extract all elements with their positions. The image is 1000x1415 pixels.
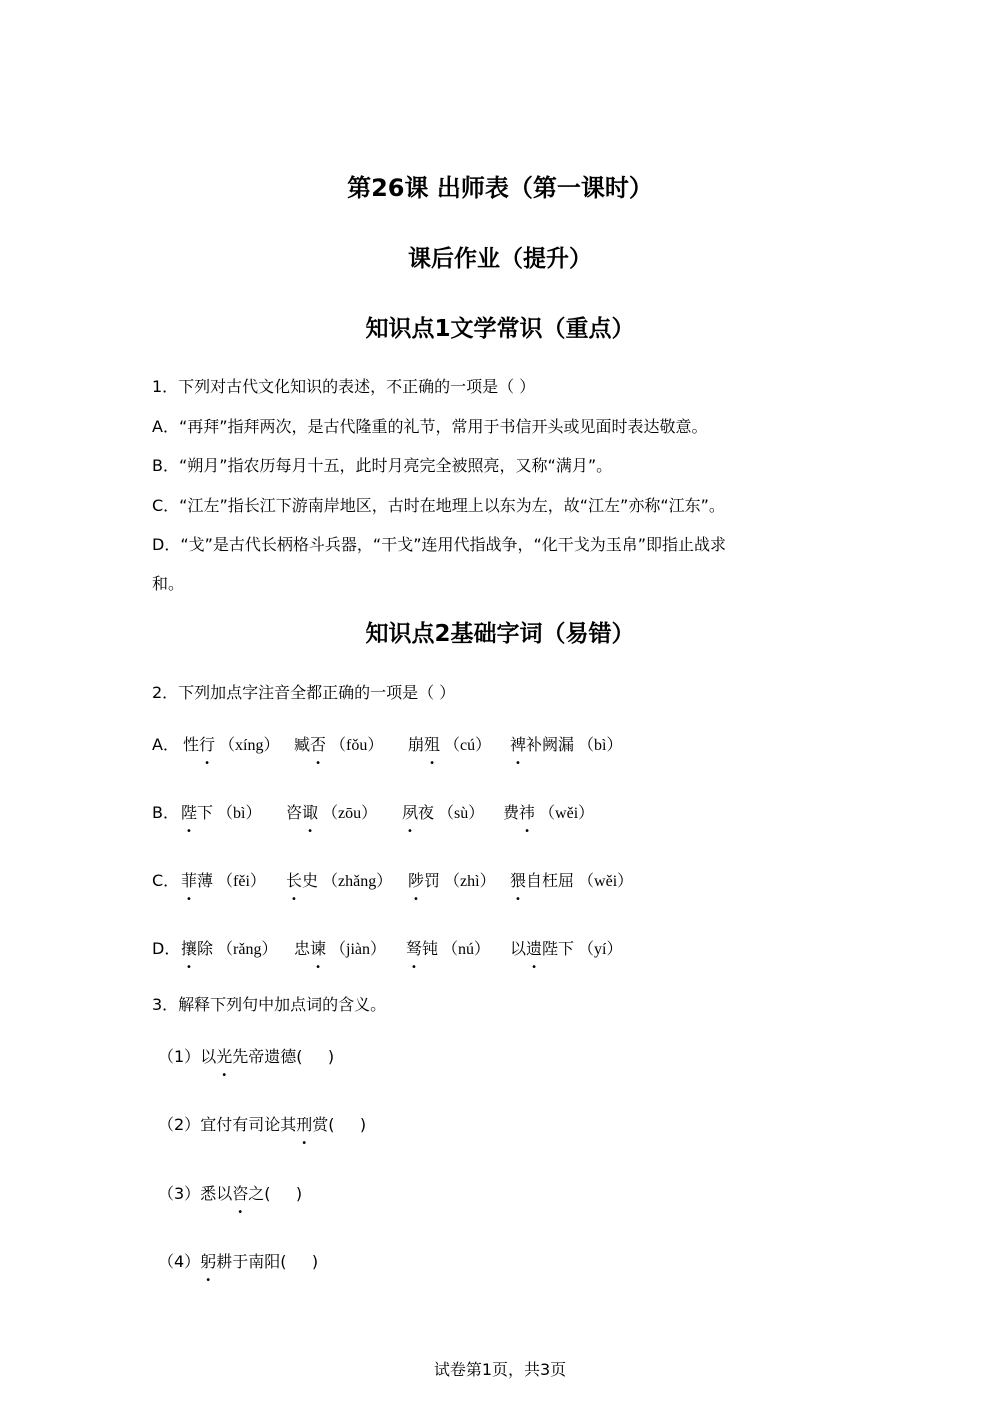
- question-2-word-item: [286, 868, 392, 891]
- word-text: 臧: [294, 735, 311, 754]
- dotted-character: 刑: [296, 1115, 313, 1134]
- word-text: 补阙漏: [526, 735, 575, 754]
- question-2-word-item: [408, 732, 491, 755]
- question-2-word-item: [408, 868, 496, 891]
- dotted-character: 菲: [181, 871, 198, 890]
- pinyin-annotation: （wěi）: [539, 805, 595, 822]
- pinyin-annotation: （fǒu）: [330, 737, 384, 754]
- page-subtitle: 课后作业（提升）: [408, 246, 592, 272]
- word-text: 史: [302, 871, 319, 890]
- word-text: 咨: [286, 803, 303, 822]
- question-2-word-item: [181, 800, 261, 823]
- word-text: 以: [510, 939, 527, 958]
- question-2-word-item: [402, 800, 484, 823]
- question-1-option-d: D．“戈”是古代长柄格斗兵器，“干戈”连用代指战争，“化干戈为玉帛”即指止战求: [152, 535, 727, 554]
- question-2-word-item: [294, 732, 383, 755]
- pinyin-annotation: （wěi）: [578, 873, 634, 890]
- question-2-word-item: [181, 868, 266, 891]
- answer-blank: ): [270, 1184, 303, 1203]
- question-2-option-label: C．: [152, 871, 180, 890]
- word-text: 崩: [408, 735, 425, 754]
- question-3-item: [158, 1112, 366, 1135]
- question-2-word-item: [503, 800, 594, 823]
- pinyin-annotation: （bì）: [578, 737, 623, 754]
- dotted-character: 诹: [302, 803, 319, 822]
- dotted-character: 行: [199, 735, 216, 754]
- question-2-option-label: A．: [152, 735, 179, 754]
- item-text: 以: [200, 1047, 217, 1066]
- pinyin-annotation: （rǎng）: [217, 941, 278, 958]
- dotted-character: 光: [216, 1047, 233, 1066]
- dotted-character: 夙: [402, 803, 419, 822]
- question-1-stem: 1．下列对古代文化知识的表述，不正确的一项是（ ）: [152, 377, 536, 396]
- question-2-word-item: [510, 936, 623, 959]
- question-3-item: [158, 1044, 334, 1067]
- word-text: 忠: [294, 939, 311, 958]
- question-2-word-item: [406, 936, 490, 959]
- word-text: 夜: [418, 803, 435, 822]
- dotted-character: 长: [286, 871, 303, 890]
- question-2-option-label: B．: [152, 803, 179, 822]
- word-text: 自枉屈: [526, 871, 575, 890]
- question-3-item: [158, 1249, 318, 1272]
- section-heading-2: 知识点2基础字词（易错）: [365, 621, 635, 647]
- dotted-character: 陛: [181, 803, 198, 822]
- question-2-word-item: [510, 732, 622, 755]
- dotted-character: 陟: [408, 871, 425, 890]
- dotted-character: 否: [310, 735, 327, 754]
- pinyin-annotation: （nú）: [442, 941, 491, 958]
- dotted-character: 驽: [406, 939, 423, 958]
- pinyin-annotation: （fěi）: [217, 873, 266, 890]
- answer-blank: ): [302, 1047, 335, 1066]
- question-2-word-item: [510, 868, 633, 891]
- question-3-stem: 3．解释下列句中加点词的含义。: [152, 995, 387, 1014]
- word-text: 罚: [424, 871, 441, 890]
- dotted-character: 裨: [510, 735, 527, 754]
- item-text: 先帝遗德(: [232, 1047, 303, 1066]
- item-number: （4）: [158, 1252, 201, 1271]
- item-text: 宜付有司论其: [200, 1115, 297, 1134]
- pinyin-annotation: （sù）: [438, 805, 485, 822]
- item-text: 之(: [248, 1184, 271, 1203]
- word-text: 陛下: [542, 939, 575, 958]
- word-text: 薄: [197, 871, 214, 890]
- dotted-character: 祎: [519, 803, 536, 822]
- dotted-character: 咨: [232, 1184, 249, 1203]
- item-number: （2）: [158, 1115, 201, 1134]
- question-1-option-c: C．“江左”指长江下游南岸地区，古时在地理上以东为左，故“江左”亦称“江东”。: [152, 496, 725, 515]
- dotted-character: 谏: [310, 939, 327, 958]
- pinyin-annotation: （zōu）: [322, 805, 378, 822]
- pinyin-annotation: （xíng）: [219, 737, 280, 754]
- item-number: （1）: [158, 1047, 201, 1066]
- section-heading-1: 知识点1文学常识（重点）: [365, 316, 635, 342]
- answer-blank: ): [286, 1252, 319, 1271]
- question-1-option-b: B．“朔月”指农历每月十五，此时月亮完全被照亮，又称“满月”。: [152, 456, 613, 475]
- question-2-word-item: [286, 800, 377, 823]
- dotted-character: 躬: [200, 1252, 217, 1271]
- item-text: 悉以: [200, 1184, 233, 1203]
- item-text: 耕于南阳(: [216, 1252, 287, 1271]
- answer-blank: ): [334, 1115, 367, 1134]
- question-2-word-item: [183, 732, 279, 755]
- dotted-character: 猥: [510, 871, 527, 890]
- question-2-stem: 2．下列加点字注音全都正确的一项是（ ）: [152, 683, 456, 702]
- question-2-word-item: [294, 936, 386, 959]
- dotted-character: 殂: [424, 735, 441, 754]
- pinyin-annotation: （yí）: [578, 941, 623, 958]
- word-text: 除: [197, 939, 214, 958]
- question-1-option-a: A．“再拜”指拜两次，是古代隆重的礼节，常用于书信开头或见面时表达敬意。: [152, 417, 708, 436]
- item-text: 赏(: [312, 1115, 335, 1134]
- question-2-option-label: D．: [152, 939, 181, 958]
- dotted-character: 遗: [526, 939, 543, 958]
- word-text: 性: [183, 735, 200, 754]
- page-title: 第26课 出师表（第一课时）: [347, 174, 653, 202]
- word-text: 下: [197, 803, 214, 822]
- pinyin-annotation: （zhì）: [444, 873, 496, 890]
- question-3-item: [158, 1181, 302, 1204]
- pinyin-annotation: （zhǎng）: [322, 873, 393, 890]
- pinyin-annotation: （jiàn）: [330, 941, 387, 958]
- question-1-option-d-cont: 和。: [152, 574, 185, 593]
- pinyin-annotation: （cú）: [444, 737, 492, 754]
- word-text: 费: [503, 803, 520, 822]
- pinyin-annotation: （bì）: [217, 805, 262, 822]
- word-text: 钝: [422, 939, 439, 958]
- item-number: （3）: [158, 1184, 201, 1203]
- page-footer: 试卷第1页，共3页: [433, 1360, 567, 1379]
- question-2-word-item: [181, 936, 277, 959]
- dotted-character: 攘: [181, 939, 198, 958]
